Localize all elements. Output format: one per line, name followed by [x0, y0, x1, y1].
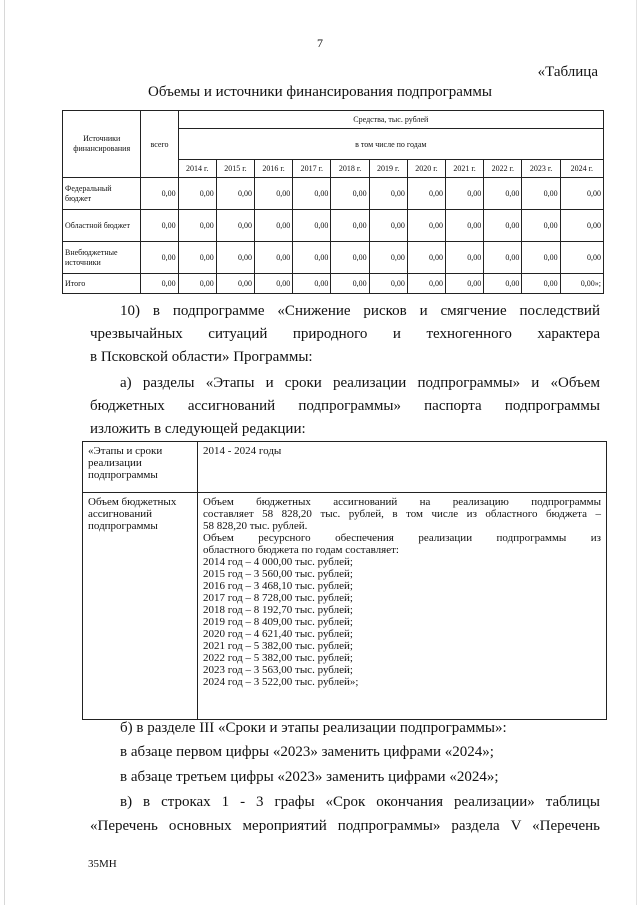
- row-value: 0,00: [560, 210, 603, 242]
- row-label: Итого: [63, 274, 141, 294]
- row-value: 0,00: [522, 242, 560, 274]
- budget-year-line: 2017 год – 8 728,00 тыс. рублей;: [203, 592, 353, 604]
- row-label: Областной бюджет: [63, 210, 141, 242]
- budget-label: Объем бюджетных ассигнований подпрограммы: [83, 493, 198, 720]
- financing-row: [63, 274, 604, 294]
- year-header: 2019 г.: [369, 160, 407, 178]
- budget-year-line: 2024 год – 3 522,00 тыс. рублей»;: [203, 676, 359, 688]
- paragraph-10-line-2: чрезвычайных ситуаций природного и техногенного характера: [90, 326, 600, 342]
- row-value: 0,00: [331, 178, 369, 210]
- year-header: 2023 г.: [522, 160, 560, 178]
- budget-year-line: 2014 год – 4 000,00 тыс. рублей;: [203, 556, 353, 568]
- passport-row-budget: [83, 493, 607, 720]
- financing-row: [63, 242, 604, 274]
- header-years-group: в том числе по годам: [178, 129, 603, 160]
- year-header: 2018 г.: [331, 160, 369, 178]
- year-header: 2022 г.: [484, 160, 522, 178]
- row-value: 0,00: [293, 242, 331, 274]
- budget-by-year-list: [203, 556, 601, 688]
- row-value: 0,00: [216, 274, 254, 294]
- financing-row: [63, 210, 604, 242]
- row-value: 0,00: [369, 178, 407, 210]
- stages-value: 2014 - 2024 годы: [198, 442, 607, 493]
- row-value: 0,00: [178, 210, 216, 242]
- year-header: 2016 г.: [255, 160, 293, 178]
- row-total: 0,00: [141, 274, 178, 294]
- row-value: 0,00: [216, 178, 254, 210]
- header-total: всего: [141, 111, 178, 178]
- row-value: 0,00: [369, 210, 407, 242]
- budget-text-line: 58 828,20 тыс. рублей.: [203, 520, 308, 532]
- scan-edge-right: [636, 0, 637, 905]
- budget-year-line: 2016 год – 3 468,10 тыс. рублей;: [203, 580, 353, 592]
- row-value: 0,00: [484, 210, 522, 242]
- paragraph-v-line-2: «Перечень основных мероприятий подпрограммы» раздела V «Перечень: [90, 818, 600, 834]
- stages-label: «Этапы и сроки реализации подпрограммы: [83, 442, 198, 493]
- financing-table-title: Объемы и источники финансирования подпрограммы: [148, 84, 492, 100]
- budget-text-line: составляет 58 828,20 тыс. рублей, в том числе из областного бюджета –: [203, 508, 601, 520]
- paragraph-b-1: в абзаце первом цифры «2023» заменить цифрами «2024»;: [120, 744, 494, 760]
- row-value: 0,00: [407, 242, 445, 274]
- footer-code: 35МН: [88, 858, 117, 870]
- row-label: Федеральный бюджет: [63, 178, 141, 210]
- year-header: 2021 г.: [446, 160, 484, 178]
- row-value: 0,00: [446, 210, 484, 242]
- budget-text-line: областного бюджета по годам составляет:: [203, 544, 399, 556]
- paragraph-a-line-3: изложить в следующей редакции:: [90, 421, 306, 437]
- row-value: 0,00: [560, 242, 603, 274]
- paragraph-v-line-1: в) в строках 1 - 3 графы «Срок окончания реализации» таблицы: [120, 794, 600, 810]
- row-value: 0,00: [407, 178, 445, 210]
- row-value: 0,00: [522, 178, 560, 210]
- passport-table: [82, 441, 607, 720]
- row-value: 0,00: [178, 274, 216, 294]
- budget-year-line: 2015 год – 3 560,00 тыс. рублей;: [203, 568, 353, 580]
- row-value: 0,00: [216, 210, 254, 242]
- row-value: 0,00: [560, 178, 603, 210]
- row-value: 0,00: [484, 242, 522, 274]
- year-header: 2020 г.: [407, 160, 445, 178]
- scan-edge-left: [4, 0, 5, 905]
- row-value: 0,00: [178, 242, 216, 274]
- row-value: 0,00: [255, 242, 293, 274]
- passport-row-stages: [83, 442, 607, 493]
- paragraph-b: б) в разделе III «Сроки и этапы реализации подпрограммы»:: [120, 720, 507, 736]
- budget-text-line: Объем бюджетных ассигнований на реализацию подпрограммы: [203, 496, 601, 508]
- row-value: 0,00: [293, 274, 331, 294]
- row-total: 0,00: [141, 210, 178, 242]
- financing-table: [62, 110, 604, 294]
- row-value: 0,00: [407, 210, 445, 242]
- row-value: 0,00: [331, 210, 369, 242]
- row-value: 0,00: [407, 274, 445, 294]
- row-value: 0,00: [216, 242, 254, 274]
- budget-year-line: 2019 год – 8 409,00 тыс. рублей;: [203, 616, 353, 628]
- row-value: 0,00: [522, 210, 560, 242]
- year-header: 2015 г.: [216, 160, 254, 178]
- year-header: 2014 г.: [178, 160, 216, 178]
- year-header: 2024 г.: [560, 160, 603, 178]
- page-number: 7: [317, 36, 323, 50]
- row-value: 0,00: [178, 178, 216, 210]
- row-value: 0,00: [446, 274, 484, 294]
- header-sources: Источники финансирования: [63, 111, 141, 178]
- paragraph-a-line-2: бюджетных ассигнований подпрограммы» паспорта подпрограммы: [90, 398, 600, 414]
- financing-row: [63, 178, 604, 210]
- row-value: 0,00»;: [560, 274, 603, 294]
- row-value: 0,00: [255, 178, 293, 210]
- row-total: 0,00: [141, 178, 178, 210]
- row-value: 0,00: [293, 178, 331, 210]
- paragraph-a-line-1: а) разделы «Этапы и сроки реализации подпрограммы» и «Объем: [120, 375, 600, 391]
- row-value: 0,00: [255, 274, 293, 294]
- budget-value: [198, 493, 607, 720]
- row-total: 0,00: [141, 242, 178, 274]
- budget-year-line: 2018 год – 8 192,70 тыс. рублей;: [203, 604, 353, 616]
- budget-year-line: 2020 год – 4 621,40 тыс. рублей;: [203, 628, 353, 640]
- row-value: 0,00: [369, 242, 407, 274]
- row-value: 0,00: [446, 178, 484, 210]
- row-value: 0,00: [369, 274, 407, 294]
- row-value: 0,00: [255, 210, 293, 242]
- budget-text-line: Объем ресурсного обеспечения реализации подпрограммы из: [203, 532, 601, 544]
- header-funds: Средства, тыс. рублей: [178, 111, 603, 129]
- financing-header-row: [63, 111, 604, 129]
- paragraph-b-2: в абзаце третьем цифры «2023» заменить цифрами «2024»;: [120, 769, 499, 785]
- row-value: 0,00: [293, 210, 331, 242]
- paragraph-10-line-1: 10) в подпрограмме «Снижение рисков и смягчение последствий: [120, 303, 600, 319]
- row-value: 0,00: [446, 242, 484, 274]
- row-value: 0,00: [484, 274, 522, 294]
- table-label: «Таблица: [537, 64, 598, 80]
- row-value: 0,00: [331, 242, 369, 274]
- row-value: 0,00: [331, 274, 369, 294]
- paragraph-10-line-3: в Псковской области» Программы:: [90, 349, 313, 365]
- budget-year-line: 2022 год – 5 382,00 тыс. рублей;: [203, 652, 353, 664]
- budget-year-line: 2023 год – 3 563,00 тыс. рублей;: [203, 664, 353, 676]
- year-header: 2017 г.: [293, 160, 331, 178]
- row-label: Внебюджетные источники: [63, 242, 141, 274]
- budget-year-line: 2021 год – 5 382,00 тыс. рублей;: [203, 640, 353, 652]
- row-value: 0,00: [522, 274, 560, 294]
- row-value: 0,00: [484, 178, 522, 210]
